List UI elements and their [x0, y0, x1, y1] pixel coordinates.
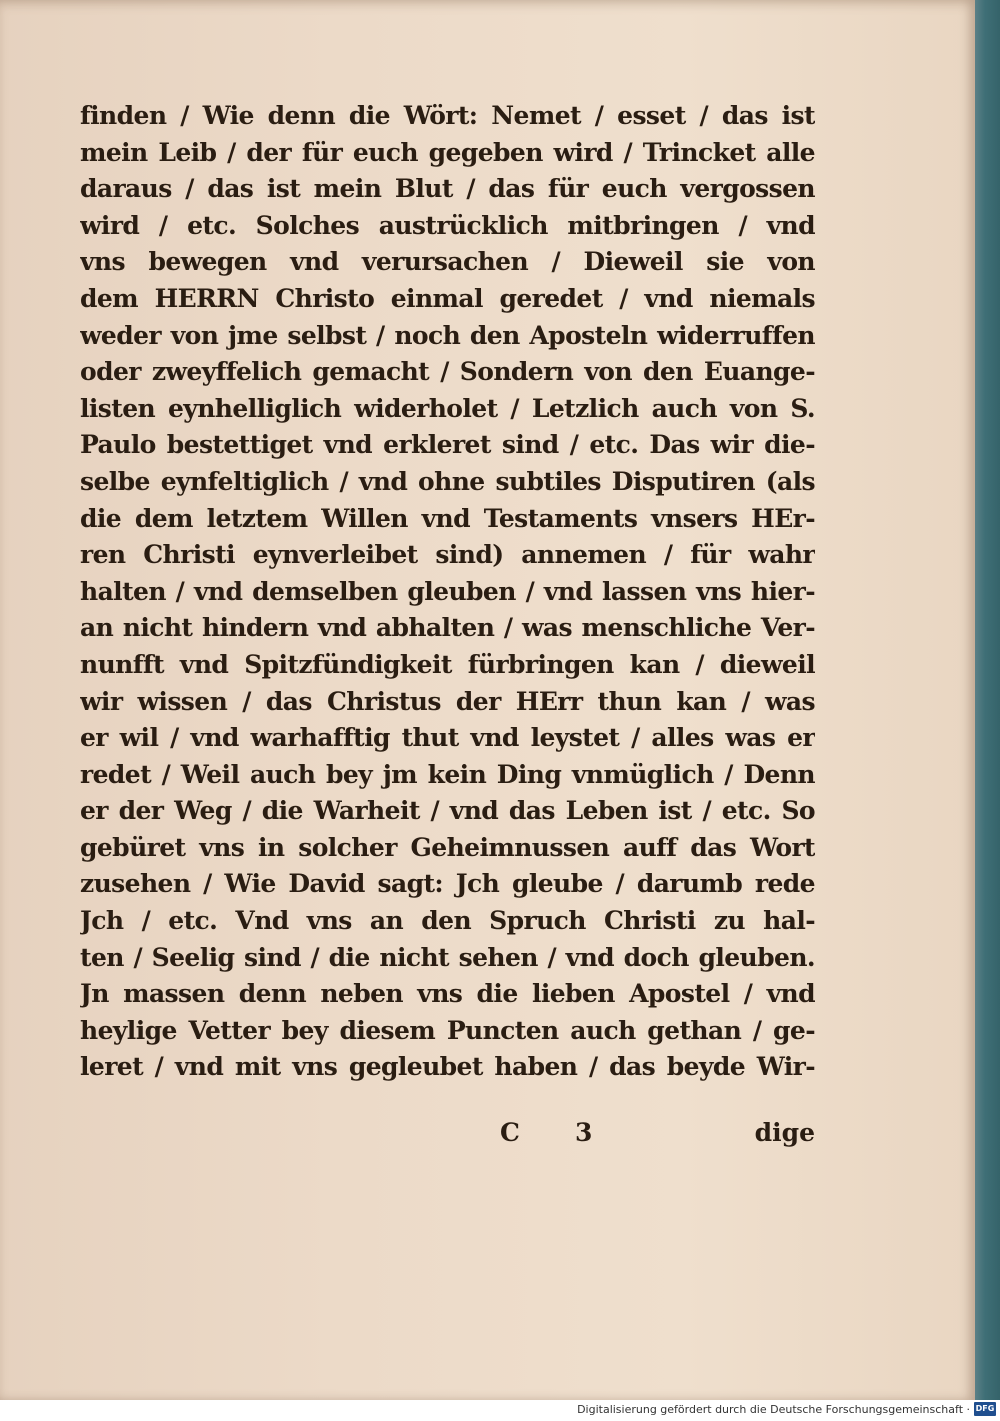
text-line: listen eynhelliglich widerholet / Letzlich auch von S. — [80, 393, 815, 423]
text-line: finden / Wie denn die Wört: Nemet / esset / das ist — [80, 101, 815, 130]
text-line: daraus / das ist mein Blut / das für euch vergossen — [80, 174, 815, 204]
text-line: weder von jme selbst / noch den Aposteln widerruffen — [80, 320, 815, 350]
text-line: die dem letztem Willen vnd Testaments vnsers HEr- — [80, 503, 815, 533]
signature-mark: C — [500, 1118, 520, 1147]
text-line: an nicht hindern vnd abhalten / was menschliche Ver- — [80, 613, 815, 643]
text-line: zusehen / Wie David sagt: Jch gleube / darumb rede — [80, 869, 815, 899]
text-line: redet / Weil auch bey jm kein Ding vnmüglich / Denn — [80, 759, 815, 789]
text-line: leret / vnd mit vns gegleubet haben / das beyde Wir- — [80, 1052, 815, 1082]
text-line: halten / vnd demselben gleuben / vnd lassen vns hier- — [80, 576, 815, 606]
binding-edge — [975, 0, 1000, 1400]
text-line: wir wissen / das Christus der HErr thun kan / was — [80, 686, 815, 716]
text-line: ten / Seelig sind / die nicht sehen / vnd doch gleuben. — [80, 942, 815, 972]
text-line: vns bewegen vnd verursachen / Dieweil sie von — [80, 247, 815, 277]
catchword: dige — [754, 1118, 815, 1147]
text-line: selbe eynfeltiglich / vnd ohne subtiles Disputiren (als — [80, 466, 815, 496]
text-line: heylige Vetter bey diesem Puncten auch gethan / ge- — [80, 1015, 815, 1045]
dfg-logo-icon: DFG — [974, 1402, 996, 1416]
text-line: Jn massen denn neben vns die lieben Apostel / vnd — [80, 979, 815, 1009]
text-block — [80, 98, 815, 1086]
text-line: Paulo bestettiget vnd erkleret sind / etc. Das wir die- — [80, 430, 815, 460]
funding-credit: Digitalisierung gefördert durch die Deutsche Forschungsgemeinschaft · — [577, 1403, 970, 1416]
page-foot — [80, 1118, 815, 1158]
signature-number: 3 — [575, 1118, 593, 1147]
text-line: er der Weg / die Warheit / vnd das Leben ist / etc. So — [80, 796, 815, 826]
text-line: er wil / vnd warhafftig thut vnd leystet / alles was er — [80, 723, 815, 753]
footer-bar — [0, 1400, 1000, 1421]
text-line: nunfft vnd Spitzfündigkeit fürbringen kan / dieweil — [80, 649, 815, 679]
text-line: Jch / etc. Vnd vns an den Spruch Christi zu hal- — [80, 906, 815, 936]
text-line: mein Leib / der für euch gegeben wird / Trincket alle — [80, 137, 815, 167]
text-line: gebüret vns in solcher Geheimnussen auff das Wort — [80, 832, 815, 862]
text-line: wird / etc. Solches austrücklich mitbringen / vnd — [80, 210, 815, 240]
text-line: dem HERRN Christo einmal geredet / vnd niemals — [80, 283, 815, 313]
text-line: oder zweyffelich gemacht / Sondern von den Euange- — [80, 357, 815, 387]
text-line: ren Christi eynverleibet sind) annemen / für wahr — [80, 540, 815, 570]
